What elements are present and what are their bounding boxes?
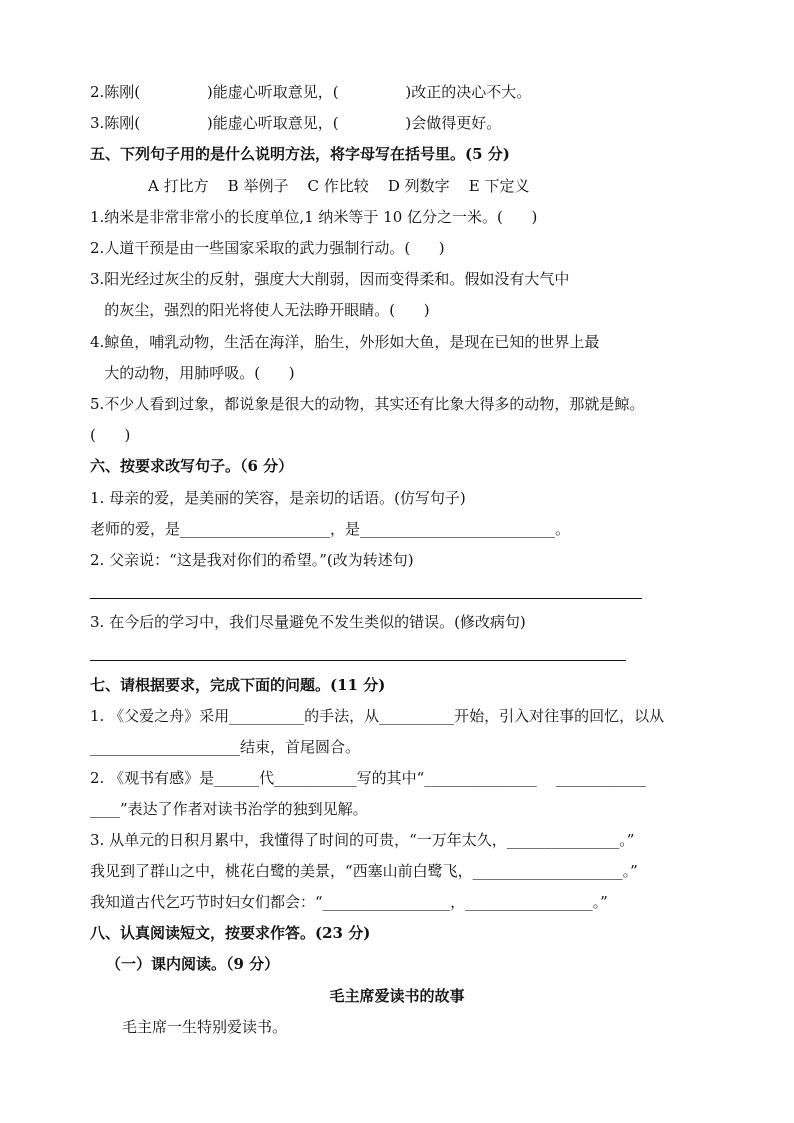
q5-item-2: 2.人道干预是由一些国家采取的武力强制行动。( ) [90,239,445,257]
q5-item-1: 1.纳米是非常非常小的长度单位,1 纳米等于 10 亿分之一米。( ) [90,208,538,226]
section-5-heading: 五、下列句子用的是什么说明方法，将字母写在括号里。(5 分) [90,145,510,163]
q6-item-2-answer-line [90,598,642,599]
q5-item-5: 5.不少人看到过象，都说象是很大的动物，其实还有比象大得多的动物，那就是鲸。 [90,395,645,413]
q5-item-4-line-2: 大的动物，用肺呼吸。( ) [90,364,295,382]
section-6-heading: 六、按要求改写句子。（6 分） [90,457,294,475]
q7-item-3-line-3: 我知道古代乞巧节时妇女们都会：“_________________，_________________。” [90,893,608,911]
q6-item-1-answer: 老师的爱，是____________________，是__________________________。 [90,520,571,538]
q7-item-2-line-2: ____”表达了作者对读书治学的独到见解。 [90,800,368,818]
q5-item-5-answer: ( ) [90,426,131,444]
q7-item-1-line-2: ____________________结束，首尾圆合。 [90,738,361,756]
q5-item-3-line-1: 3.阳光经过灰尘的反射，强度大大削弱，因而变得柔和。假如没有大气中 [90,270,570,288]
section-8-heading: 八、认真阅读短文，按要求作答。(23 分) [90,924,371,942]
q7-item-3-line-2: 我见到了群山之中，桃花白鹭的美景，“西塞山前白鹭飞，____________________。” [90,862,638,880]
q7-item-1-line-1: 1. 《父爱之舟》采用__________的手法，从__________开始，引入对往事的回忆，以从 [90,707,665,725]
q4-item-2: 2.陈刚( )能虚心听取意见，( )改正的决心不大。 [90,83,532,101]
q6-item-1: 1. 母亲的爱，是美丽的笑容，是亲切的话语。(仿写句子) [90,489,466,507]
q5-item-3-line-2: 的灰尘，强烈的阳光将使人无法睁开眼睛。( ) [90,301,430,319]
q6-item-3-answer-line [90,660,626,661]
q5-item-4-line-1: 4.鲸鱼，哺乳动物，生活在海洋，胎生，外形如大鱼，是现在已知的世界上最 [90,333,600,351]
q6-item-2: 2. 父亲说：“这是我对你们的希望。”(改为转述句) [90,551,414,569]
passage-title: 毛主席爱读书的故事 [329,987,465,1005]
section-7-heading: 七、请根据要求，完成下面的问题。(11 分) [90,676,386,694]
q7-item-2-line-1: 2. 《观书有感》是______代___________写的其中“_______________ ____________ [90,769,646,787]
section-8-subheading: （一）课内阅读。（9 分） [106,955,280,973]
q4-item-3: 3.陈刚( )能虚心听取意见，( )会做得更好。 [90,114,502,132]
section-5-options: A 打比方 B 举例子 C 作比较 D 列数字 E 下定义 [148,177,530,195]
q6-item-3: 3. 在今后的学习中，我们尽量避免不发生类似的错误。(修改病句) [90,613,526,631]
q7-item-3-line-1: 3. 从单元的日积月累中，我懂得了时间的可贵，“一万年太久，_______________。” [90,831,635,849]
passage-first-paragraph: 毛主席一生特别爱读书。 [122,1018,288,1036]
